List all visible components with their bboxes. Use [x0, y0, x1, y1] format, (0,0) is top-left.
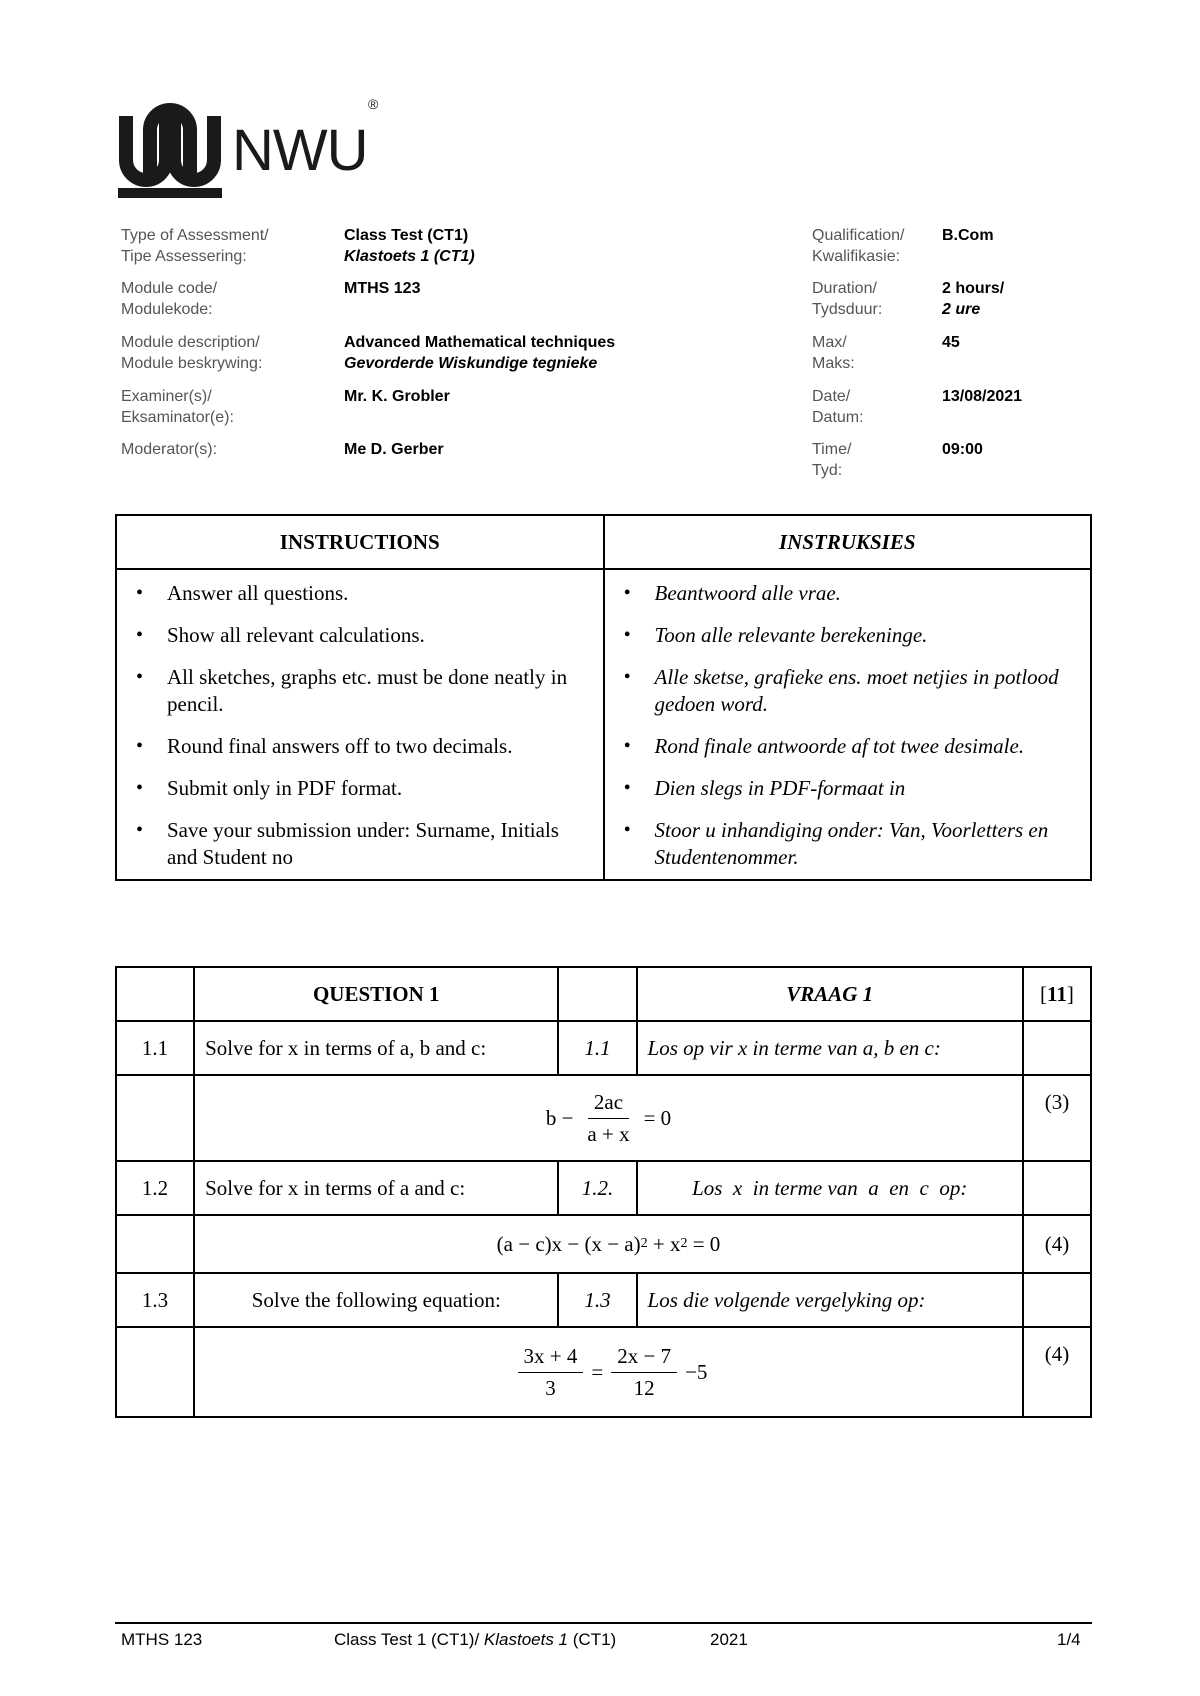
- equation-fraction: [518, 1344, 584, 1401]
- instructions-heading-en: INSTRUCTIONS: [116, 515, 604, 569]
- subquestion-number: 1.3: [116, 1273, 194, 1327]
- subquestion-text-en: Solve for x in terms of a, b and c:: [194, 1021, 558, 1075]
- fraction-denominator: a + x: [587, 1121, 630, 1146]
- instruction-item: • Save your submission under: Surname, Initials and Student no: [127, 817, 593, 871]
- footer-test-suffix: (CT1): [572, 1630, 617, 1649]
- fraction-denominator: 3: [545, 1375, 556, 1400]
- subquestion-number: 1.2: [116, 1161, 194, 1215]
- question-num-cell: [116, 967, 194, 1021]
- question-total: [1023, 967, 1091, 1021]
- module-code-value: MTHS 123: [344, 280, 421, 297]
- subquestion-number-af: 1.3: [558, 1273, 636, 1327]
- max-value: 45: [942, 334, 960, 351]
- fraction-numerator: 3x + 4: [518, 1344, 584, 1373]
- subquestion-text-en: Solve for x in terms of a and c:: [194, 1161, 558, 1215]
- equation-exponent: 2: [640, 1236, 648, 1251]
- instruction-item: • Answer all questions.: [127, 580, 593, 607]
- question-title-af: VRAAG 1: [637, 967, 1023, 1021]
- equation-fraction: [611, 1344, 677, 1401]
- equation-term: + x: [647, 1231, 681, 1256]
- marks-empty-cell: [1023, 1273, 1091, 1327]
- question-1-table: [115, 966, 1092, 1418]
- instruction-item: • Dien slegs in PDF-formaat in: [615, 775, 1081, 802]
- module-description-label: Module description/ Module beskrywing:: [121, 334, 263, 372]
- nwu-logo-icon: [118, 88, 222, 200]
- fraction-numerator: 2ac: [588, 1090, 629, 1119]
- marks-empty-cell: [1023, 1021, 1091, 1075]
- equation-exponent: 2: [680, 1236, 688, 1251]
- empty-cell: [116, 1327, 194, 1417]
- equation-term: = 0: [687, 1231, 721, 1256]
- instruction-item: • Toon alle relevante berekeninge.: [615, 622, 1081, 649]
- equation-term: b −: [545, 1105, 574, 1130]
- marks: (4): [1023, 1327, 1091, 1417]
- equation-1-3: [194, 1327, 1023, 1417]
- total-value: 11: [1047, 981, 1067, 1006]
- instruction-item: • Stoor u inhandiging onder: Van, Voorletters en Studentenommer.: [615, 817, 1081, 871]
- moderator-label: Moderator(s):: [121, 441, 218, 458]
- date-label: Date/ Datum:: [812, 388, 864, 426]
- footer-module-code: MTHS 123: [121, 1630, 203, 1649]
- instructions-list-af: [615, 580, 1081, 871]
- instruction-item: • Rond finale antwoorde af tot twee desimale.: [615, 733, 1081, 760]
- subquestion-number: 1.1: [116, 1021, 194, 1075]
- moderator-value: Me D. Gerber: [344, 441, 444, 458]
- subquestion-text-af: Los die volgende vergelyking op:: [637, 1273, 1023, 1327]
- duration-label: Duration/ Tydsduur:: [812, 280, 883, 318]
- instruction-item: • All sketches, graphs etc. must be done neatly in pencil.: [127, 664, 593, 718]
- empty-cell: [116, 1075, 194, 1161]
- logo-wordmark: NWU: [232, 117, 368, 183]
- qualification-label: Qualification/ Kwalifikasie:: [812, 227, 905, 265]
- type-of-assessment-value: Class Test (CT1) Klastoets 1 (CT1): [344, 227, 475, 265]
- instruction-item: • Beantwoord alle vrae.: [615, 580, 1081, 607]
- time-value: 09:00: [942, 441, 983, 458]
- marks: (4): [1023, 1215, 1091, 1273]
- instructions-list-af-cell: [604, 569, 1092, 880]
- footer-test-name: [334, 1630, 616, 1650]
- marks: (3): [1023, 1075, 1091, 1161]
- registered-mark: ®: [368, 96, 379, 112]
- subquestion-number-af: 1.1: [558, 1021, 636, 1075]
- footer-page-number: 1/4: [1057, 1630, 1081, 1649]
- instructions-heading-af: INSTRUKSIES: [604, 515, 1092, 569]
- equation-1-2: [194, 1215, 1023, 1273]
- instructions-list-en: [127, 580, 593, 871]
- type-of-assessment-label: Type of Assessment/ Tipe Assessering:: [121, 227, 269, 265]
- fraction-denominator: 12: [633, 1375, 655, 1400]
- module-description-value: Advanced Mathematical techniques Gevorderde Wiskundige tegnieke: [344, 334, 616, 372]
- subquestion-text-af: Los x in terme van a en c op:: [637, 1161, 1023, 1215]
- question-title-en: QUESTION 1: [194, 967, 558, 1021]
- max-label: Max/ Maks:: [812, 334, 855, 372]
- equation-fraction: [581, 1090, 635, 1147]
- module-code-label: Module code/ Modulekode:: [121, 280, 218, 318]
- instructions-table: [115, 514, 1092, 881]
- time-label: Time/ Tyd:: [812, 441, 852, 479]
- footer-rule: [115, 1622, 1092, 1624]
- footer-test-af: Klastoets 1: [483, 1630, 569, 1649]
- duration-value: 2 hours/ 2 ure: [942, 280, 1005, 318]
- marks-empty-cell: [1023, 1161, 1091, 1215]
- instruction-item: • Alle sketse, grafieke ens. moet netjies in potlood gedoen word.: [615, 664, 1081, 718]
- examiner-value: Mr. K. Grobler: [344, 388, 450, 405]
- equation-term: = 0: [643, 1105, 672, 1130]
- subquestion-text-af: Los op vir x in terme van a, b en c:: [637, 1021, 1023, 1075]
- subquestion-number-af: 1.2.: [558, 1161, 636, 1215]
- date-value: 13/08/2021: [942, 388, 1023, 405]
- subquestion-text-en: Solve the following equation:: [194, 1273, 558, 1327]
- examiner-label: Examiner(s)/ Eksaminator(e):: [121, 388, 234, 426]
- equation-term: (a − c)x − (x − a): [496, 1231, 641, 1256]
- equation-term: =: [591, 1359, 604, 1384]
- question-num-af-cell: [558, 967, 636, 1021]
- footer-year: 2021: [710, 1630, 748, 1649]
- empty-cell: [116, 1215, 194, 1273]
- instruction-item: • Submit only in PDF format.: [127, 775, 593, 802]
- instruction-item: • Show all relevant calculations.: [127, 622, 593, 649]
- fraction-numerator: 2x − 7: [611, 1344, 677, 1373]
- qualification-value: B.Com: [942, 227, 994, 244]
- nwu-logo: [118, 88, 379, 200]
- footer-test-en: Class Test 1 (CT1)/: [334, 1630, 480, 1649]
- equation-1-1: [194, 1075, 1023, 1161]
- total-bracket-open: [: [1040, 981, 1048, 1006]
- equation-term: −5: [685, 1359, 708, 1384]
- total-bracket-close: ]: [1066, 981, 1074, 1006]
- instruction-item: • Round final answers off to two decimals.: [127, 733, 593, 760]
- instructions-list-en-cell: [116, 569, 604, 880]
